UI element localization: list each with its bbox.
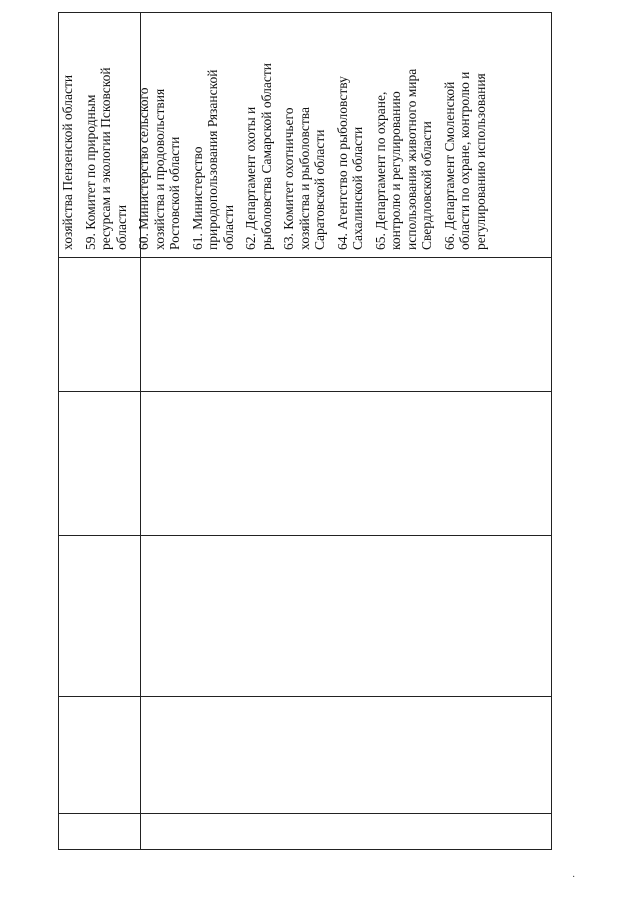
agency-entry-line: 65. Департамент по охране,	[372, 91, 388, 250]
scan-mark: ·	[572, 872, 576, 883]
agency-entry-line: хозяйства Пензенской области	[60, 74, 75, 250]
agency-entry	[83, 18, 130, 250]
agency-entry-line: рыболовства Самарской области	[258, 62, 274, 250]
agency-entry-line: 60. Министерство сельского	[136, 87, 151, 250]
agency-entry-line: регулированию использования	[472, 73, 488, 250]
agency-entry-line: Сахалинской области	[350, 126, 365, 250]
agency-entry-line: Ростовской области	[167, 136, 182, 250]
agency-entry	[442, 18, 489, 250]
agency-entry-line: 66. Департамент Смоленской	[441, 81, 457, 250]
agency-entry-line: 62. Департамент охоты и	[243, 106, 258, 250]
row-divider	[59, 535, 551, 536]
agency-entry-line: 59. Комитет по природным	[82, 94, 98, 250]
agency-entry-line: природопользования Рязанской	[205, 69, 220, 250]
agency-entry-line: 61. Министерство	[189, 146, 205, 250]
agency-entry-line: хозяйства и продовольствия	[151, 88, 167, 250]
agency-entry	[243, 18, 274, 250]
agency-entry-line: Свердловской области	[419, 121, 434, 250]
agency-entry-line: 63. Комитет охотничьего	[281, 107, 296, 250]
row-divider	[59, 257, 551, 258]
agency-entry	[373, 18, 435, 250]
agency-entry-line: ресурсам и экологии Псковской	[98, 67, 113, 250]
agency-entry	[60, 18, 76, 250]
row-divider	[59, 813, 551, 814]
agency-entry	[281, 18, 328, 250]
agency-entry-line: 64. Агентство по рыболовству	[334, 76, 350, 250]
agency-entry-line: использования животного мира	[403, 68, 419, 250]
row-divider	[59, 391, 551, 392]
agency-entry-line: области	[113, 204, 129, 250]
agency-entry-line: Саратовской области	[312, 129, 327, 250]
agency-entry	[190, 18, 237, 250]
agency-entry-line: контролю и регулированию	[388, 91, 403, 250]
agency-entry-line: области по охране, контролю и	[457, 71, 472, 250]
agency-list-cell	[58, 12, 552, 256]
agency-list	[58, 12, 550, 254]
row-divider	[59, 696, 551, 697]
agency-entry-line: хозяйства и рыболовства	[296, 107, 312, 250]
agency-entry	[335, 18, 366, 250]
agency-entry-line: области	[220, 204, 236, 250]
agency-entry	[136, 18, 183, 250]
